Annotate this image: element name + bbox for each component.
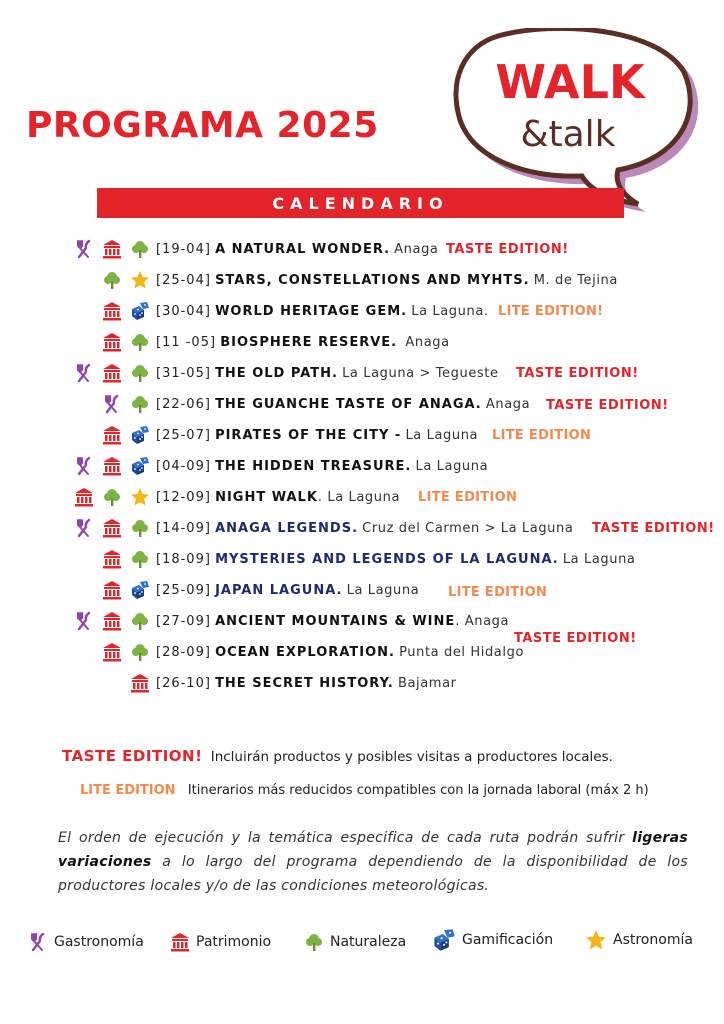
calendar-header-bar [97, 188, 624, 218]
temple-icon [102, 301, 122, 321]
route-date: [31-05] [156, 365, 211, 381]
temple-icon [102, 518, 122, 538]
route-title: THE HIDDEN TREASURE. [215, 458, 412, 474]
dice-icon [130, 456, 150, 476]
logo-walk-text: WALK [495, 55, 645, 109]
taste-badge: TASTE EDITION! [546, 398, 669, 413]
route-title: PIRATES OF THE CITY - [215, 427, 402, 443]
temple-icon [102, 363, 122, 383]
tree-icon [304, 932, 324, 952]
temple-icon [130, 673, 150, 693]
note-part2: a lo largo del programa dependiendo de la disponibilidad de los productores locales y/o de las condiciones meteorológicas. [58, 854, 688, 894]
route-title: NIGHT WALK [215, 489, 318, 505]
legend-label: Astronomía [613, 932, 693, 948]
route-title: THE OLD PATH. [215, 365, 338, 381]
route-location: La Laguna [405, 427, 479, 443]
route-location: La Laguna [562, 551, 636, 567]
temple-icon [102, 425, 122, 445]
route-title: A NATURAL WONDER. [215, 241, 391, 257]
tree-icon [130, 549, 150, 569]
temple-icon [102, 580, 122, 600]
route-row [74, 361, 499, 385]
route-location: La Laguna [415, 458, 489, 474]
dice-icon [130, 301, 150, 321]
route-date: [28-09] [156, 644, 211, 660]
route-date: [27-09] [156, 613, 211, 629]
page-title: PROGRAMA 2025 [26, 105, 379, 146]
lite-label: LITE EDITION [80, 783, 176, 798]
temple-icon [102, 611, 122, 631]
tree-icon [130, 611, 150, 631]
route-location: La Laguna > Tegueste [342, 365, 499, 381]
route-location: Anaga [485, 396, 531, 412]
tree-icon [130, 332, 150, 352]
tree-icon [130, 518, 150, 538]
star-icon [585, 929, 607, 951]
logo-talk-text: &talk [520, 114, 616, 155]
taste-explanation [62, 747, 613, 765]
tree-icon [130, 642, 150, 662]
note-bold: ligeras variaciones [58, 830, 688, 870]
route-title: WORLD HERITAGE GEM. [215, 303, 408, 319]
route-date: [18-09] [156, 551, 211, 567]
route-date: [19-04] [156, 241, 211, 257]
legend-gamificacion [432, 928, 553, 952]
route-row [74, 237, 439, 261]
route-row [74, 516, 573, 540]
star-icon [130, 270, 150, 290]
legend-label: Patrimonio [196, 934, 272, 950]
taste-badge: TASTE EDITION! [516, 366, 639, 381]
route-row [74, 454, 488, 478]
legend-label: Gastronomía [54, 934, 144, 950]
route-row [74, 299, 489, 323]
fork-icon [74, 363, 94, 383]
tree-icon [130, 239, 150, 259]
temple-icon [170, 932, 190, 952]
note-part1: El orden de ejecución y la temática especifica de cada ruta podrán sufrir [58, 830, 625, 846]
route-row [74, 547, 636, 571]
tree-icon [102, 270, 122, 290]
fork-icon [74, 518, 94, 538]
temple-icon [102, 642, 122, 662]
route-title: STARS, CONSTELLATIONS AND MYHTS. [215, 272, 530, 288]
route-date: [30-04] [156, 303, 211, 319]
route-row [74, 609, 509, 633]
taste-badge: TASTE EDITION! [446, 242, 569, 257]
taste-badge: TASTE EDITION! [592, 521, 715, 536]
route-location: Cruz del Carmen > La Laguna [362, 520, 574, 536]
route-date: [11 -05] [156, 334, 217, 350]
route-title: MYSTERIES AND LEGENDS OF LA LAGUNA. [215, 551, 559, 567]
route-title: THE GUANCHE TASTE OF ANAGA. [215, 396, 482, 412]
fork-icon [74, 456, 94, 476]
fork-icon [102, 394, 122, 414]
route-title: ANAGA LEGENDS. [215, 520, 359, 536]
tree-icon [130, 394, 150, 414]
taste-badge: TASTE EDITION! [514, 631, 637, 646]
temple-icon [102, 549, 122, 569]
legend-naturaleza [304, 930, 406, 954]
route-location: La Laguna [346, 582, 420, 598]
disclaimer-note [58, 826, 688, 898]
route-row [74, 640, 524, 664]
route-date: [12-09] [156, 489, 211, 505]
calendar-label: CALENDARIO [272, 194, 449, 213]
route-row [74, 578, 419, 602]
legend-label: Gamificación [462, 932, 554, 948]
route-date: [25-04] [156, 272, 211, 288]
legend-label: Naturaleza [330, 934, 407, 950]
route-date: [22-06] [156, 396, 211, 412]
route-location: Bajamar [397, 675, 457, 691]
lite-badge: LITE EDITION! [498, 304, 604, 319]
lite-badge: LITE EDITION [492, 428, 592, 443]
route-location: . Anaga [455, 613, 510, 629]
temple-icon [102, 239, 122, 259]
fork-icon [74, 239, 94, 259]
route-location: Anaga [405, 334, 450, 350]
route-row [74, 423, 478, 447]
route-date: [26-10] [156, 675, 211, 691]
tree-icon [130, 363, 150, 383]
dice-icon [130, 425, 150, 445]
route-title: THE SECRET HISTORY. [215, 675, 394, 691]
tree-icon [102, 487, 122, 507]
legend-gastronomia [28, 930, 144, 954]
route-title: ANCIENT MOUNTAINS & WINE [215, 613, 456, 629]
route-row [74, 330, 450, 354]
route-title: JAPAN LAGUNA. [215, 582, 343, 598]
route-row [74, 392, 530, 416]
fork-icon [28, 932, 48, 952]
temple-icon [74, 487, 94, 507]
legend-astronomia [585, 928, 693, 952]
route-row [74, 671, 457, 695]
route-row [74, 485, 400, 509]
lite-badge: LITE EDITION [418, 490, 518, 505]
route-row [74, 268, 618, 292]
route-location: M. de Tejina [533, 272, 618, 288]
temple-icon [102, 456, 122, 476]
star-icon [130, 487, 150, 507]
route-location: Anaga [394, 241, 439, 257]
taste-text: Incluirán productos y posibles visitas a productores locales. [210, 749, 613, 765]
route-title: OCEAN EXPLORATION. [215, 644, 395, 660]
dice-icon [432, 928, 456, 952]
route-date: [04-09] [156, 458, 211, 474]
taste-label: TASTE EDITION! [62, 747, 203, 765]
route-date: [25-09] [156, 582, 211, 598]
route-location: La Laguna. [411, 303, 489, 319]
lite-badge: LITE EDITION [448, 585, 548, 600]
route-location: . La Laguna [317, 489, 401, 505]
route-location: Punta del Hidalgo [399, 644, 524, 660]
lite-explanation [80, 782, 649, 798]
temple-icon [102, 332, 122, 352]
legend-patrimonio [170, 930, 271, 954]
route-title: BIOSPHERE RESERVE. [220, 334, 398, 350]
dice-icon [130, 580, 150, 600]
lite-text: Itinerarios más reducidos compatibles con la jornada laboral (máx 2 h) [187, 783, 649, 798]
route-date: [25-07] [156, 427, 211, 443]
route-date: [14-09] [156, 520, 211, 536]
fork-icon [74, 611, 94, 631]
